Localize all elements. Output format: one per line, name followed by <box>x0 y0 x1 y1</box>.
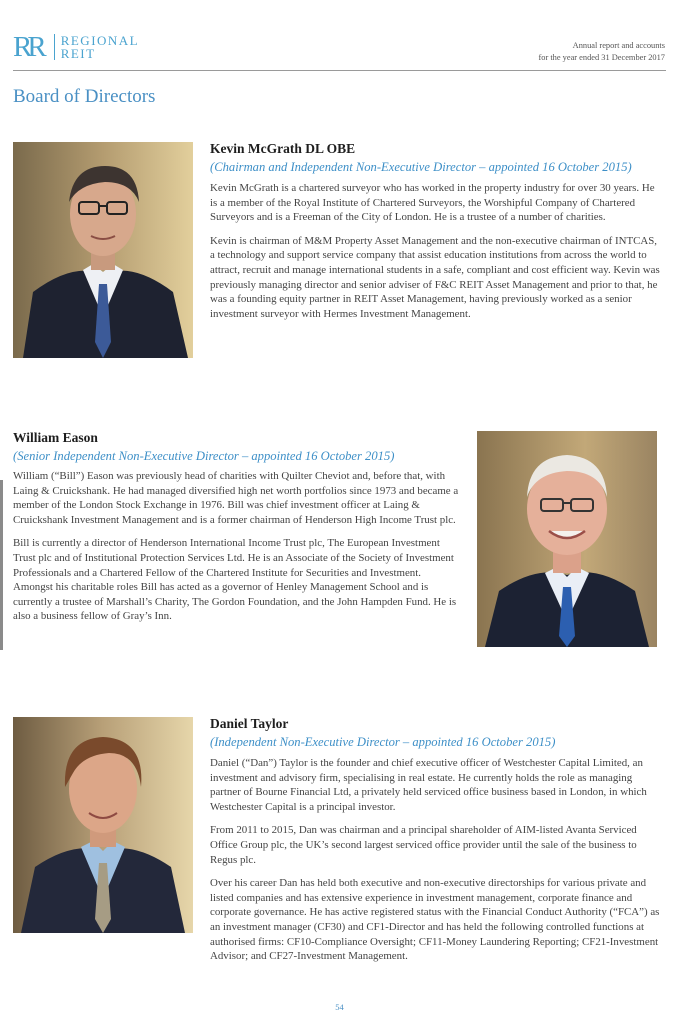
page-title: Board of Directors <box>13 86 156 107</box>
bio-paragraph: From 2011 to 2015, Dan was chairman and a principal shareholder of AIM-listed Avanta Serviced Office Group plc, the UK’s second largest serviced office provider until the sale of the business to Regus plc. <box>210 824 637 866</box>
director-bio <box>210 756 660 973</box>
header-divider <box>13 70 666 71</box>
logo-mark: RR <box>13 31 42 63</box>
logo-line-2: REIT <box>60 46 96 61</box>
bio-paragraph: William (“Bill”) Eason was previously head of charities with Quilter Cheviot and, before that, with Laing & Cruickshank. He had managed diversified high net worth portfolios since 1973 and became a member of the London Stock Exchange in 1976. Bill was chief investment officer at Laing & Cruickshank Investment Management and is a former chairman of Henderson High Income Trust plc. <box>13 470 459 526</box>
director-bio <box>210 181 660 330</box>
bio-paragraph: Daniel (“Dan”) Taylor is the founder and chief executive officer of Westchester Capital Limited, an investment and advisory firm, specialising in real estate. He currently holds the role as managing partner of Bourne Financial Ltd, a privately held serviced office business based in London, in which Westchester Capital is a principal investor. <box>210 757 647 813</box>
report-period: for the year ended 31 December 2017 <box>538 53 665 62</box>
bio-paragraph: Kevin McGrath is a chartered surveyor who has worked in the property industry for over 30 years. He is a member of the Royal Institute of Chartered Surveyors, the Worshipful Company of Chartered Surveyors and is a Freeman of the City of London. He is a trustee of a number of charities. <box>210 182 655 224</box>
bio-paragraph: Kevin is chairman of M&M Property Asset Management and the non-executive chairman of INTCAS, a technology and support service company that assist education institutions from across the world to attract, recruit and manage international students in a safe, compliant and cost efficient way. Kevin was previously managing director and senior adviser of F&C REIT Asset Management and prior to that, he was a founding equity partner in REIT Asset Management, having previously worked as a senior investment surveyor with Hermes Investment Management. <box>210 234 660 320</box>
director-name: Daniel Taylor <box>210 716 289 731</box>
director-name: Kevin McGrath DL OBE <box>210 141 356 156</box>
director-role: (Senior Independent Non-Executive Director – appointed 16 October 2015) <box>13 449 395 463</box>
report-caption <box>538 40 665 64</box>
director-role: (Chairman and Independent Non-Executive Director – appointed 16 October 2015) <box>210 160 632 174</box>
report-title: Annual report and accounts <box>572 41 665 50</box>
director-photo-daniel-taylor <box>13 717 193 933</box>
bio-paragraph: Bill is currently a director of Henderson International Income Trust plc, The European Investment Trust plc and of Institutional Protection Services Ltd. He is an Associate of the Society of Investment Professionals and a Chartered Fellow of the Chartered Institute for Securities and Investment. Amongst his charitable roles Bill has acted as a governor of Henley Management School and is currently a trustee of Marshall’s Charity, The Gordon Foundation, and the John Hampden Fund. He is also a business fellow of Gray’s Inn. <box>13 537 457 623</box>
logo-wordmark <box>61 34 139 60</box>
page-number: 54 <box>335 1002 344 1012</box>
bio-paragraph: Over his career Dan has held both executive and non-executive directorships for various private and listed companies and has extensive experience in investment management, corporate finance and corporate governance. He has active registered status with the Financial Conduct Authority (“FCA”) as an investment manager (CF30) and CF1-Director and has held the following controlled functions at authorised firms: CF10-Compliance Oversight; CF11-Money Laundering Reporting; CF21-Investment Advisor; and CF27-Investment Management. <box>210 877 660 963</box>
director-photo-kevin-mcgrath <box>13 142 193 358</box>
director-role: (Independent Non-Executive Director – appointed 16 October 2015) <box>210 735 556 749</box>
logo-divider <box>54 34 55 60</box>
logo-line-1: REGIONAL <box>60 33 140 48</box>
company-logo <box>13 32 139 62</box>
margin-marker <box>0 480 3 650</box>
director-photo-william-eason <box>477 431 657 647</box>
director-name: William Eason <box>13 430 98 445</box>
director-bio <box>13 469 463 633</box>
